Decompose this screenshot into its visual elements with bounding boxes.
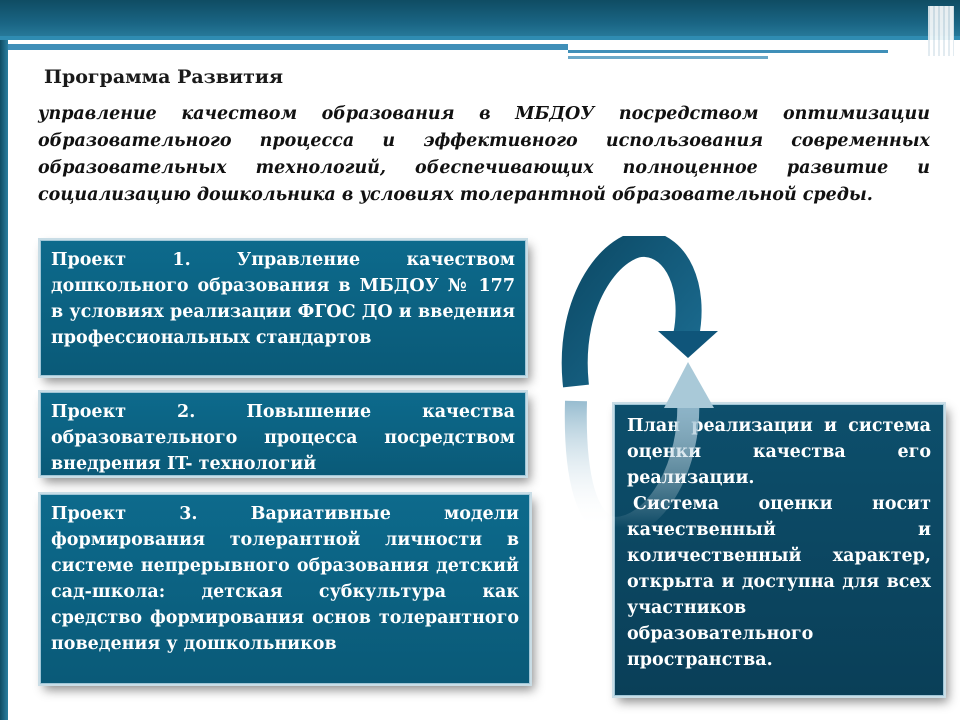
decor-strip <box>8 44 568 50</box>
circular-arrow-icon <box>536 236 726 536</box>
plan-text-1: План реализации и система оценки качества его реализации. <box>627 416 931 488</box>
project-2-box: Проект 2. Повышение качества образовательного процесса посредством внедрения IT- технологий <box>40 392 526 476</box>
left-border <box>0 40 8 720</box>
decor-strip <box>568 50 888 53</box>
header-bar <box>0 0 960 40</box>
corner-decoration <box>928 6 954 56</box>
page-title: Программа Развития <box>44 66 283 88</box>
intro-text: управление качеством образования в МБДОУ посредством оптимизации образовательного процесса и эффективного использования современных образовательных технологий, обеспечивающих полноценное развитие и социализацию дошкольника в условиях толерантной образовательной среды. <box>38 104 930 205</box>
header-line <box>0 36 960 40</box>
project-3-box: Проект 3. Вариативные модели формирования толерантной личности в системе непрерывного образования детский сад-школа: детская субкультура как средство формирования основ толерантного поведения у дошкольников <box>40 494 530 684</box>
plan-text-2: Система оценки носит качественный и количественный характер, открыта и доступна для всех участников образовательного пространства. <box>627 494 931 670</box>
project-1-box: Проект 1. Управление качеством дошкольного образования в МБДОУ № 177 в условиях реализации ФГОС ДО и введения профессиональных стандартов <box>40 240 526 376</box>
decor-strip <box>568 56 768 59</box>
